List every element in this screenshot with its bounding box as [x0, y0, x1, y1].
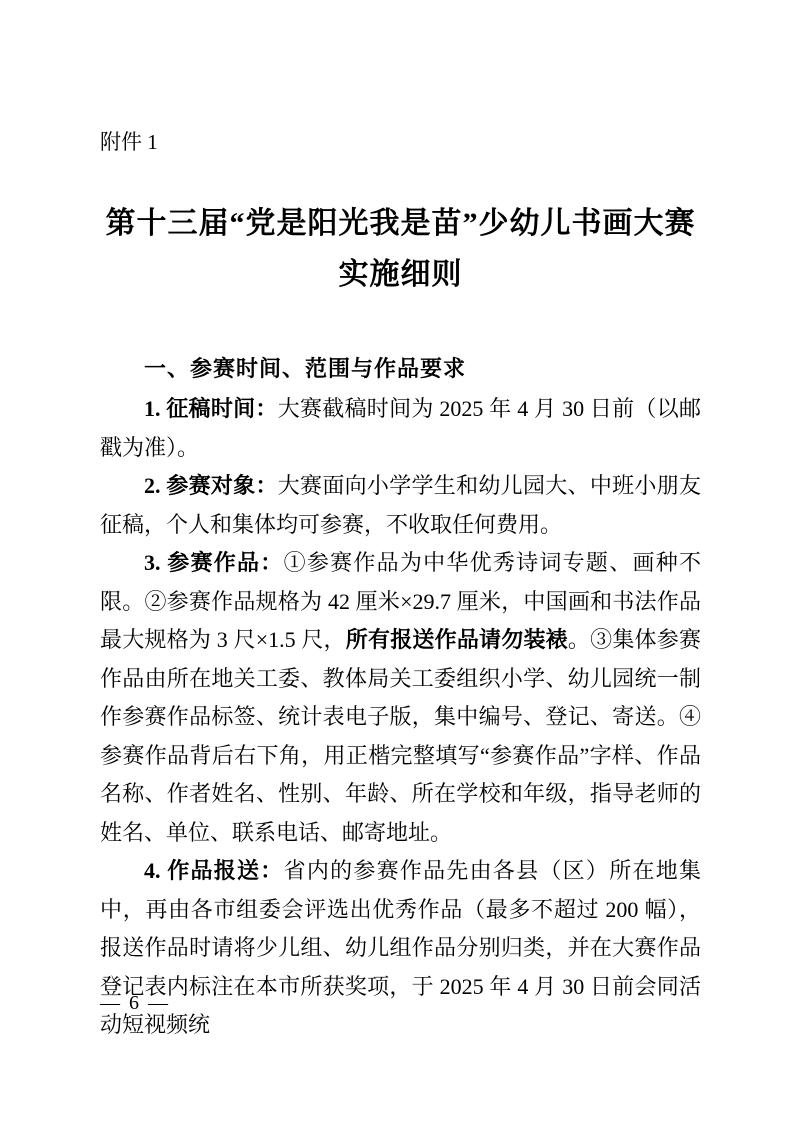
document-body — [100, 390, 701, 1045]
paragraph — [100, 852, 701, 1045]
document-title — [100, 198, 701, 300]
text-run: 省内的参赛作品先由各县（区）所在地集中，再由各市组委会评选出优秀作品（最多不超过 200 幅），报送作品时请将少儿组、幼儿组作品分别归类，并在大赛作品登记表内标注在本市所获奖项，于 2025 年 4 月 30 日前会同活动短视频统 — [100, 858, 701, 1037]
bold-run: 3. 参赛作品： — [144, 550, 284, 575]
attachment-label: 附件 1 — [100, 130, 158, 154]
bold-run: 1. 征稿时间： — [144, 396, 278, 421]
text-run: 大赛面向小学学生和幼儿园大、中班小朋友征稿，个人和集体均可参赛，不收取任何费用。 — [100, 473, 701, 537]
text-run: 大赛截稿时间为 2025 年 4 月 30 日前（以邮戳为准）。 — [100, 396, 701, 460]
paragraph — [100, 467, 701, 544]
paragraph — [100, 390, 701, 467]
document-title-line2: 实施细则 — [338, 258, 463, 291]
bold-run: 2. 参赛对象： — [144, 473, 278, 498]
text-run: 。③集体参赛作品由所在地关工委、教体局关工委组织小学、幼儿园统一制作参赛作品标签、统计表电子版，集中编号、登记、寄送。④参赛作品背后右下角，用正楷完整填写“参赛作品”字样、作品名称、作者姓名、性别、年龄、所在学校和年级，指导老师的姓名、单位、联系电话、邮寄地址。 — [100, 627, 702, 845]
bold-run: 所有报送作品请勿装裱 — [345, 627, 568, 652]
text-run: ①参赛作品为中华优秀诗词专题、画种不限。②参赛作品规格为 42 厘米×29.7 厘米，中国画和书法作品最大规格为 3 尺×1.5 尺， — [100, 550, 701, 652]
page-number: — 6 — — [100, 992, 170, 1014]
document-title-line1: 第十三届“党是阳光我是苗”少幼儿书画大赛 — [105, 207, 696, 240]
bold-run: 4. 作品报送： — [144, 858, 284, 883]
section-heading: 一、参赛时间、范围与作品要求 — [144, 356, 467, 381]
paragraph — [100, 544, 701, 852]
